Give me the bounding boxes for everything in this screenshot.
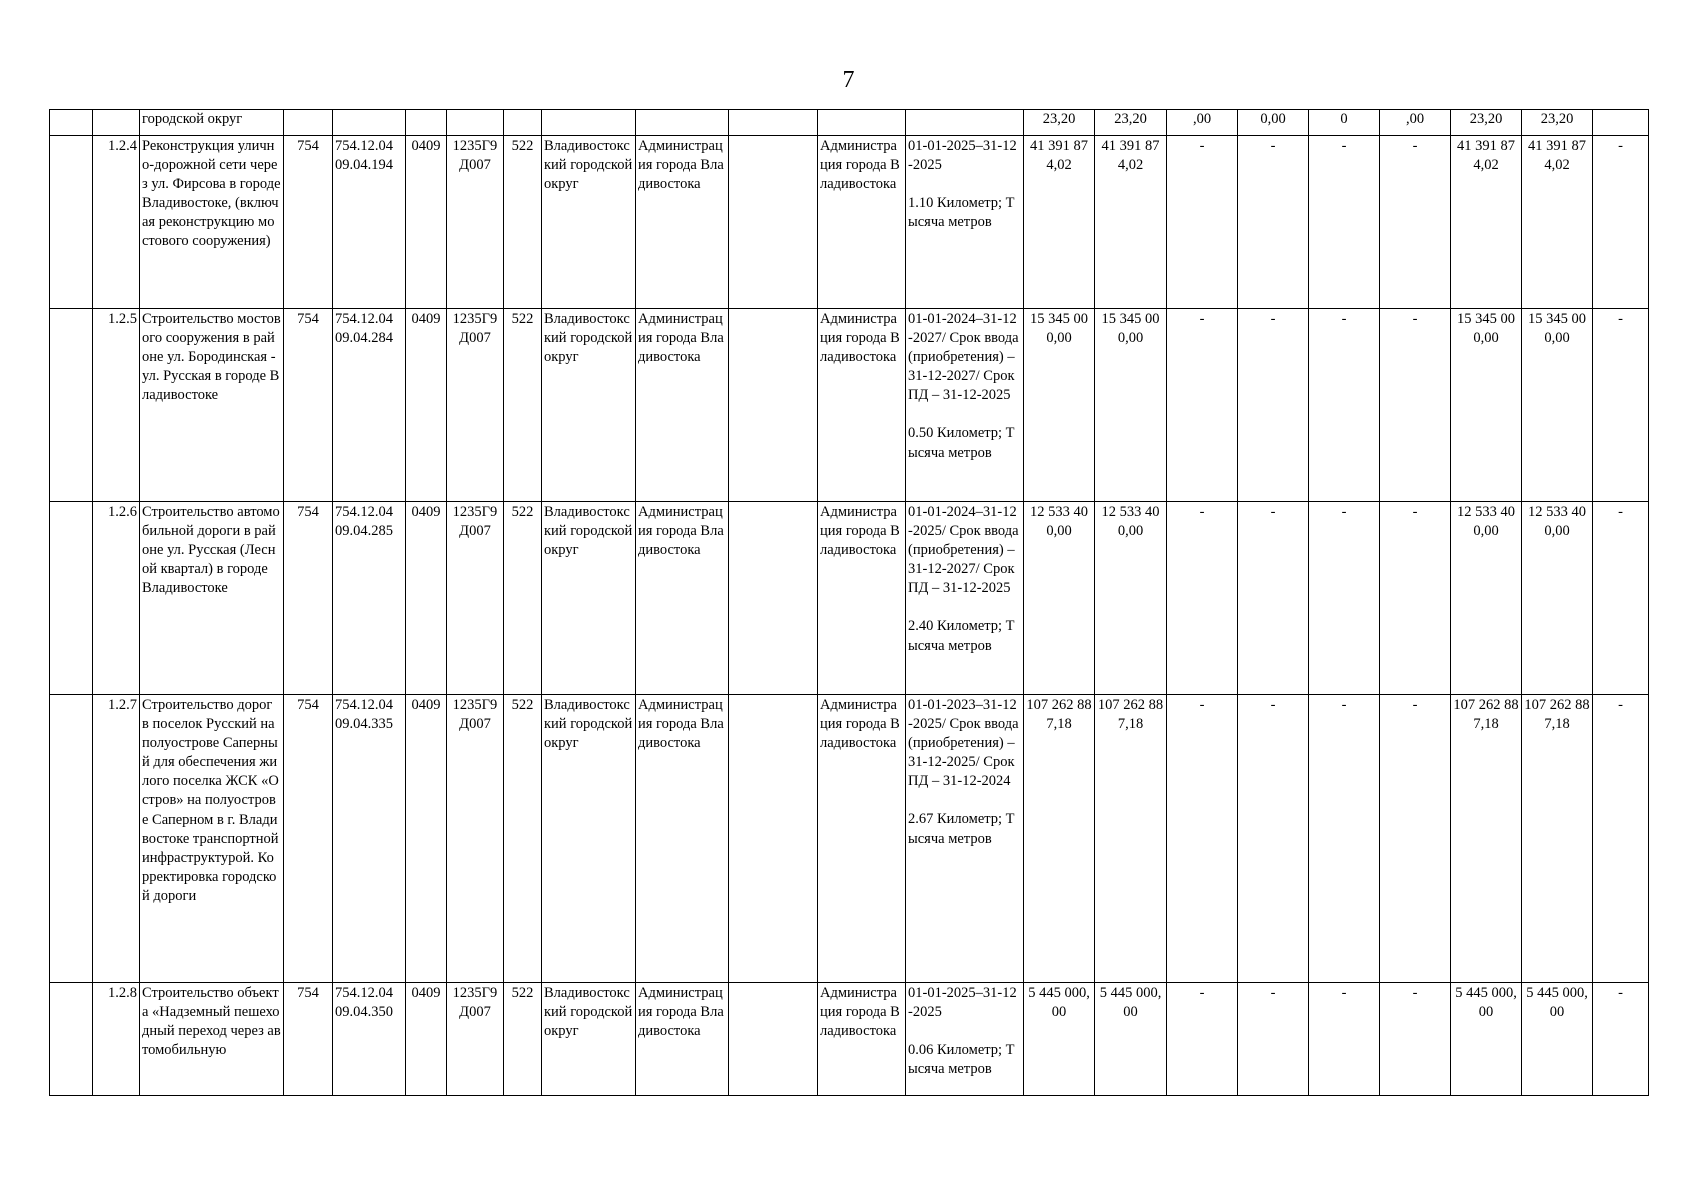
empty-cell xyxy=(50,695,93,983)
object-name: Строительство автомобильной дороги в районе ул. Русская (Лесной квартал) в городе Владивостоке xyxy=(140,502,284,695)
value-1: 5 445 000,00 xyxy=(1024,983,1095,1096)
value-6: - xyxy=(1380,502,1451,695)
value-5: - xyxy=(1309,502,1380,695)
grbs-code: 754 xyxy=(284,136,333,309)
object-code: 754.12.04 09.04.285 xyxy=(333,502,406,695)
value-6: ,00 xyxy=(1380,110,1451,136)
executor: Администрация города Владивостока xyxy=(818,983,906,1096)
value-7: 12 533 400,00 xyxy=(1451,502,1522,695)
value-3: - xyxy=(1167,983,1238,1096)
value-5: - xyxy=(1309,309,1380,502)
row-number: 1.2.8 xyxy=(93,983,140,1096)
capacity-text: 2.40 Километр; Тысяча метров xyxy=(908,618,1015,654)
value-8: 41 391 874,02 xyxy=(1522,136,1593,309)
object-name: Строительство дорог в поселок Русский на полуострове Саперный для обеспечения жилого поселка ЖСК «Остров» на полуострове Саперном в г. Владивостоке транспортной инфраструктурой. Корректировка городской дороги xyxy=(140,695,284,983)
table-row xyxy=(50,502,1649,695)
target-article xyxy=(447,110,504,136)
value-1: 107 262 887,18 xyxy=(1024,695,1095,983)
target-article: 1235Г9 Д007 xyxy=(447,309,504,502)
value-6: - xyxy=(1380,695,1451,983)
value-8: 23,20 xyxy=(1522,110,1593,136)
value-2: 41 391 874,02 xyxy=(1095,136,1167,309)
value-3: ,00 xyxy=(1167,110,1238,136)
value-5: - xyxy=(1309,695,1380,983)
value-6: - xyxy=(1380,983,1451,1096)
territory: Владивостокский городской округ xyxy=(542,502,636,695)
value-5: - xyxy=(1309,136,1380,309)
expense-type: 522 xyxy=(504,502,542,695)
customer: Администрация города Владивостока xyxy=(636,983,729,1096)
table-row xyxy=(50,983,1649,1096)
customer: Администрация города Владивостока xyxy=(636,695,729,983)
period-text: 01-01-2025–31-12-2025 xyxy=(908,138,1017,174)
period-text: 01-01-2025–31-12-2025 xyxy=(908,985,1017,1021)
value-last: - xyxy=(1593,502,1649,695)
executor xyxy=(818,110,906,136)
value-3: - xyxy=(1167,695,1238,983)
section-code xyxy=(406,110,447,136)
expense-type xyxy=(504,110,542,136)
value-2: 12 533 400,00 xyxy=(1095,502,1167,695)
value-6: - xyxy=(1380,309,1451,502)
executor: Администрация города Владивостока xyxy=(818,136,906,309)
row-number: 1.2.6 xyxy=(93,502,140,695)
capacity-text: 2.67 Километр; Тысяча метров xyxy=(908,811,1015,847)
territory: Владивостокский городской округ xyxy=(542,309,636,502)
object-code: 754.12.04 09.04.194 xyxy=(333,136,406,309)
blank-cell xyxy=(729,309,818,502)
object-name: городской округ xyxy=(140,110,284,136)
table-row xyxy=(50,309,1649,502)
value-7: 23,20 xyxy=(1451,110,1522,136)
territory: Владивостокский городской округ xyxy=(542,695,636,983)
value-7: 107 262 887,18 xyxy=(1451,695,1522,983)
section-code: 0409 xyxy=(406,983,447,1096)
value-5: 0 xyxy=(1309,110,1380,136)
row-number: 1.2.4 xyxy=(93,136,140,309)
value-8: 5 445 000,00 xyxy=(1522,983,1593,1096)
empty-cell xyxy=(50,502,93,695)
value-7: 15 345 000,00 xyxy=(1451,309,1522,502)
value-8: 107 262 887,18 xyxy=(1522,695,1593,983)
value-last: - xyxy=(1593,309,1649,502)
capacity-text: 1.10 Километр; Тысяча метров xyxy=(908,195,1015,231)
object-code: 754.12.04 09.04.284 xyxy=(333,309,406,502)
table-body xyxy=(50,110,1649,1096)
target-article: 1235Г9 Д007 xyxy=(447,695,504,983)
value-5: - xyxy=(1309,983,1380,1096)
period-text: 01-01-2024–31-12-2027/ Срок ввода (приобретения) – 31-12-2027/ Срок ПД – 31-12-2025 xyxy=(908,311,1019,404)
object-code xyxy=(333,110,406,136)
value-3: - xyxy=(1167,136,1238,309)
object-name: Строительство объекта «Надземный пешеходный переход через автомобильную xyxy=(140,983,284,1096)
value-1: 15 345 000,00 xyxy=(1024,309,1095,502)
row-number: 1.2.7 xyxy=(93,695,140,983)
value-4: - xyxy=(1238,502,1309,695)
row-number: 1.2.5 xyxy=(93,309,140,502)
period-and-capacity xyxy=(906,110,1024,136)
section-code: 0409 xyxy=(406,309,447,502)
value-4: 0,00 xyxy=(1238,110,1309,136)
spacer xyxy=(908,791,1021,810)
customer: Администрация города Владивостока xyxy=(636,502,729,695)
table-row xyxy=(50,695,1649,983)
capacity-text: 0.50 Километр; Тысяча метров xyxy=(908,425,1015,461)
table-row xyxy=(50,136,1649,309)
period-text: 01-01-2024–31-12-2025/ Срок ввода (приобретения) – 31-12-2027/ Срок ПД – 31-12-2025 xyxy=(908,504,1019,597)
row-number xyxy=(93,110,140,136)
customer: Администрация города Владивостока xyxy=(636,309,729,502)
territory: Владивостокский городской округ xyxy=(542,136,636,309)
value-7: 5 445 000,00 xyxy=(1451,983,1522,1096)
customer: Администрация города Владивостока xyxy=(636,136,729,309)
section-code: 0409 xyxy=(406,136,447,309)
value-8: 12 533 400,00 xyxy=(1522,502,1593,695)
spacer xyxy=(908,1022,1021,1041)
value-2: 23,20 xyxy=(1095,110,1167,136)
period-and-capacity xyxy=(906,136,1024,309)
object-name: Реконструкция улично-дорожной сети через ул. Фирсова в городе Владивостоке, (включая реконструкцию мостового сооружения) xyxy=(140,136,284,309)
value-last: - xyxy=(1593,983,1649,1096)
object-code: 754.12.04 09.04.350 xyxy=(333,983,406,1096)
period-and-capacity xyxy=(906,502,1024,695)
expense-type: 522 xyxy=(504,695,542,983)
period-text: 01-01-2023–31-12-2025/ Срок ввода (приобретения) – 31-12-2025/ Срок ПД – 31-12-2024 xyxy=(908,697,1019,790)
spacer xyxy=(908,405,1021,424)
period-and-capacity xyxy=(906,695,1024,983)
expense-type: 522 xyxy=(504,983,542,1096)
section-code: 0409 xyxy=(406,502,447,695)
budget-table xyxy=(49,109,1649,1096)
period-and-capacity xyxy=(906,309,1024,502)
value-2: 5 445 000,00 xyxy=(1095,983,1167,1096)
value-3: - xyxy=(1167,309,1238,502)
grbs-code: 754 xyxy=(284,502,333,695)
value-1: 23,20 xyxy=(1024,110,1095,136)
value-last xyxy=(1593,110,1649,136)
blank-cell xyxy=(729,110,818,136)
grbs-code xyxy=(284,110,333,136)
section-code: 0409 xyxy=(406,695,447,983)
expense-type: 522 xyxy=(504,136,542,309)
executor: Администрация города Владивостока xyxy=(818,695,906,983)
value-4: - xyxy=(1238,695,1309,983)
territory: Владивостокский городской округ xyxy=(542,983,636,1096)
value-3: - xyxy=(1167,502,1238,695)
grbs-code: 754 xyxy=(284,695,333,983)
table-row xyxy=(50,110,1649,136)
value-1: 41 391 874,02 xyxy=(1024,136,1095,309)
grbs-code: 754 xyxy=(284,983,333,1096)
value-last: - xyxy=(1593,695,1649,983)
blank-cell xyxy=(729,136,818,309)
blank-cell xyxy=(729,695,818,983)
blank-cell xyxy=(729,502,818,695)
spacer xyxy=(908,598,1021,617)
value-4: - xyxy=(1238,983,1309,1096)
target-article: 1235Г9 Д007 xyxy=(447,983,504,1096)
executor: Администрация города Владивостока xyxy=(818,502,906,695)
capacity-text: 0.06 Километр; Тысяча метров xyxy=(908,1042,1015,1078)
value-4: - xyxy=(1238,136,1309,309)
period-and-capacity xyxy=(906,983,1024,1096)
object-code: 754.12.04 09.04.335 xyxy=(333,695,406,983)
territory xyxy=(542,110,636,136)
empty-cell xyxy=(50,983,93,1096)
value-2: 107 262 887,18 xyxy=(1095,695,1167,983)
value-8: 15 345 000,00 xyxy=(1522,309,1593,502)
target-article: 1235Г9 Д007 xyxy=(447,502,504,695)
value-last: - xyxy=(1593,136,1649,309)
value-2: 15 345 000,00 xyxy=(1095,309,1167,502)
value-6: - xyxy=(1380,136,1451,309)
value-7: 41 391 874,02 xyxy=(1451,136,1522,309)
spacer xyxy=(908,175,1021,194)
page-number: 7 xyxy=(842,67,855,93)
value-1: 12 533 400,00 xyxy=(1024,502,1095,695)
value-4: - xyxy=(1238,309,1309,502)
target-article: 1235Г9 Д007 xyxy=(447,136,504,309)
grbs-code: 754 xyxy=(284,309,333,502)
empty-cell xyxy=(50,309,93,502)
object-name: Строительство мостового сооружения в районе ул. Бородинская - ул. Русская в городе Владивостоке xyxy=(140,309,284,502)
empty-cell xyxy=(50,136,93,309)
executor: Администрация города Владивостока xyxy=(818,309,906,502)
blank-cell xyxy=(729,983,818,1096)
empty-cell xyxy=(50,110,93,136)
expense-type: 522 xyxy=(504,309,542,502)
customer xyxy=(636,110,729,136)
